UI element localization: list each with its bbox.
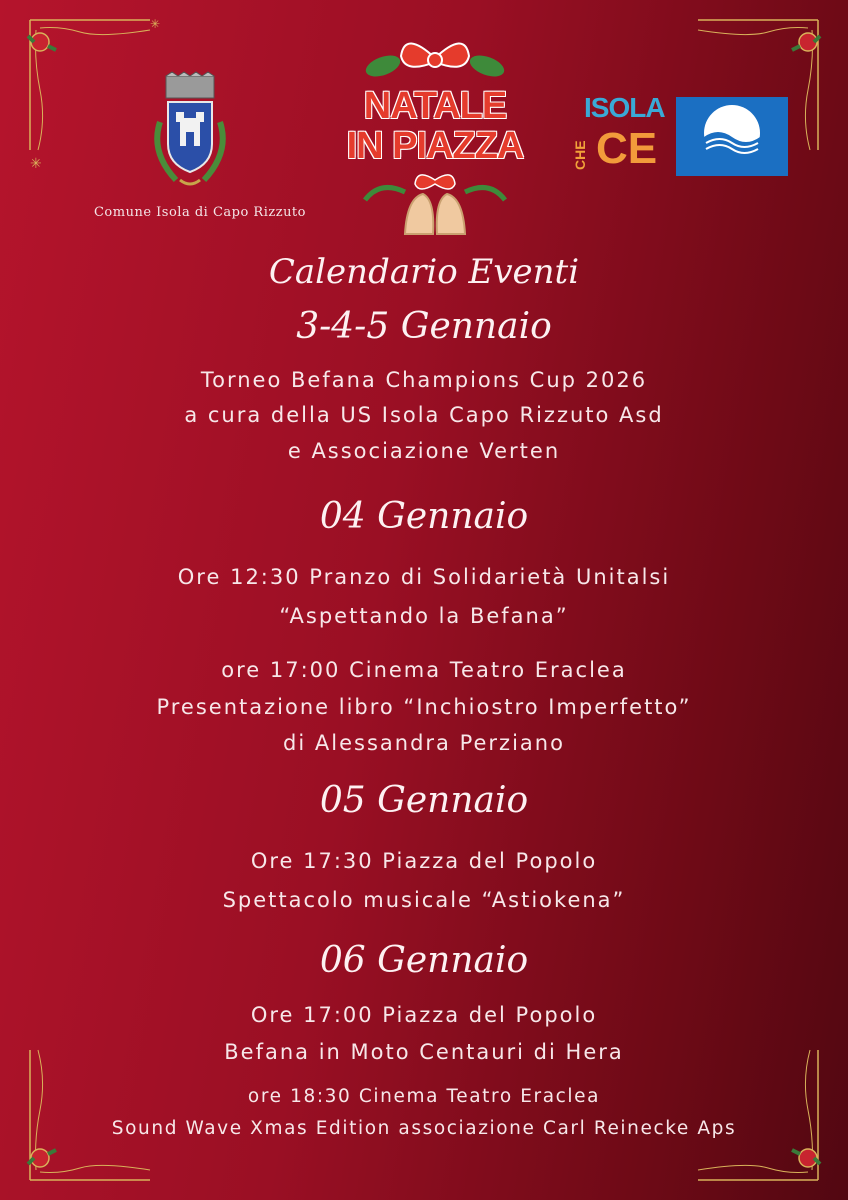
ce-word: CE [596,124,658,173]
blue-flag-logo [676,97,788,176]
event-line: Ore 12:30 Pranzo di Solidarietà Unitalsi [177,565,671,589]
isola-word: ISOLA [584,92,665,123]
event-line: a cura della US Isola Capo Rizzuto Asd [184,403,664,427]
event-line: “Aspettando la Befana” [279,604,569,628]
natale-title-line1: NATALE [363,85,507,127]
svg-text:✳: ✳ [150,17,161,31]
comune-crest-logo [140,72,240,200]
event-line: di Alessandra Perziano [283,731,565,755]
event-line: Presentazione libro “Inchiostro Imperfetto” [156,695,692,719]
comune-name: Comune Isola di Capo Rizzuto [93,205,306,220]
event-line: Ore 17:00 Piazza del Popolo [250,1003,598,1027]
corner-ornament-top-left [0,0,161,172]
event-date-3: 05 Gennaio [319,780,529,821]
calendar-title: Calendario Eventi [268,252,580,292]
event-date-2: 04 Gennaio [319,496,529,537]
event-line: Torneo Befana Champions Cup 2026 [200,368,648,392]
event-line: ore 18:30 Cinema Teatro Eraclea [247,1086,601,1107]
natale-in-piazza-logo [335,30,535,245]
event-line: Befana in Moto Centauri di Hera [224,1040,624,1064]
che-word: CHE [572,140,588,170]
event-line: e Associazione Verten [287,439,561,463]
event-date-1: 3-4-5 Gennaio [296,306,552,347]
event-line: Sound Wave Xmas Edition associazione Carl Reinecke Aps [111,1118,737,1139]
svg-text:✳: ✳ [30,156,42,172]
event-date-4: 06 Gennaio [319,940,529,981]
event-line: ore 17:00 Cinema Teatro Eraclea [221,658,627,682]
isola-che-ce-logo [572,92,664,178]
event-line: Spettacolo musicale “Astiokena” [222,888,626,912]
natale-title-line2: IN PIAZZA [346,125,524,167]
event-line: Ore 17:30 Piazza del Popolo [250,849,598,873]
